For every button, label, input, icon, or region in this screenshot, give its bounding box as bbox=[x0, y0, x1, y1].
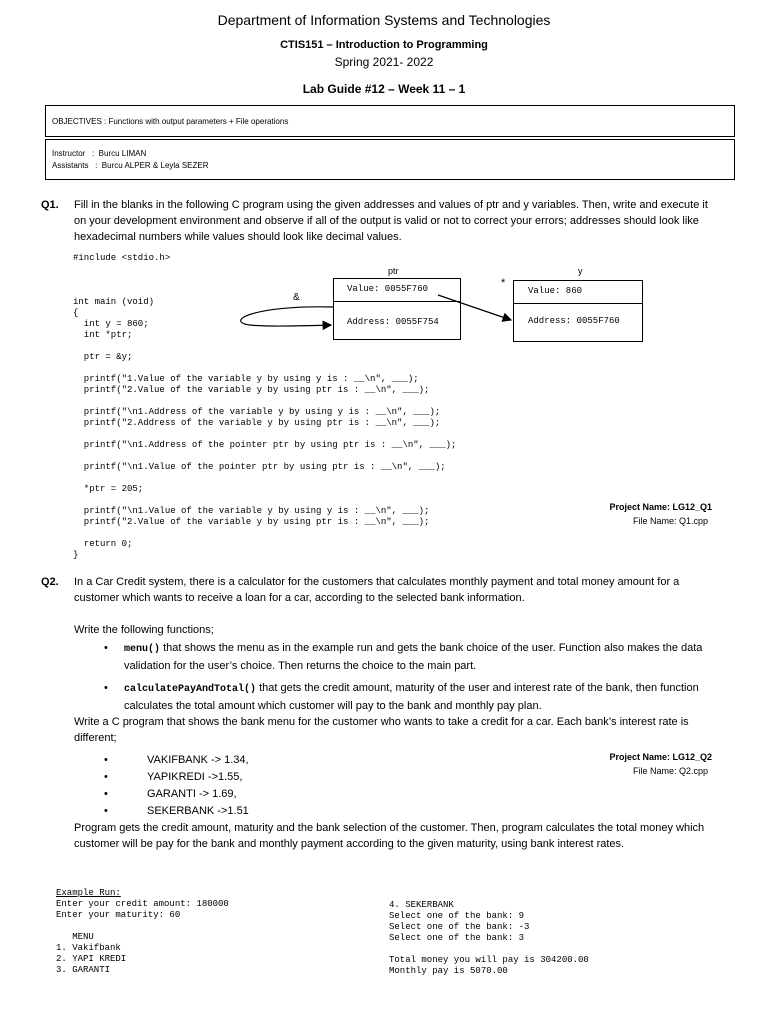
example-line: MENU bbox=[56, 932, 94, 942]
code-line: printf("\n1.Value of the pointer ptr by using ptr is : __\n", ___); bbox=[73, 462, 446, 472]
example-line: Monthly pay is 5070.00 bbox=[389, 966, 508, 976]
star: * bbox=[501, 277, 506, 289]
y-address: Address: 0055F760 bbox=[528, 316, 620, 326]
example-line: 4. SEKERBANK bbox=[389, 900, 454, 910]
assistants-line: Assistants : Burcu ALPER & Leyla SEZER bbox=[52, 161, 209, 170]
example-line bbox=[56, 921, 229, 932]
objectives-text: OBJECTIVES : Functions with output parameters + File operations bbox=[52, 117, 289, 126]
code-line: printf("\n1.Value of the variable y by using y is : __\n", ___); bbox=[73, 506, 430, 516]
bank-item: GARANTI -> 1.69, bbox=[147, 788, 237, 800]
example-line: Enter your credit amount: 180000 bbox=[56, 899, 229, 909]
f2-text: that gets the credit amount, maturity of the user and interest rate of the bank, then function calculates the total amount which customer will pay to the bank and monthly pay plan. bbox=[124, 682, 699, 712]
code-line: int *ptr; bbox=[73, 330, 133, 340]
example-line: 3. GARANTI bbox=[56, 965, 111, 975]
f1-text: that shows the menu as in the example run and gets the bank choice of the user. Function also makes the data validation for the user’s choice. Then returns the choice to the main part. bbox=[124, 642, 703, 672]
bullet-2: • bbox=[104, 682, 108, 694]
code-line: ptr = &y; bbox=[73, 352, 133, 362]
bank-item: SEKERBANK ->1.51 bbox=[147, 805, 249, 817]
q1-label: Q1. bbox=[41, 199, 59, 211]
code-line: printf("\n1.Address of the pointer ptr by using ptr is : __\n", ___); bbox=[73, 440, 457, 450]
y-label: y bbox=[578, 266, 583, 276]
code-line: *ptr = 205; bbox=[73, 484, 144, 494]
ptr-value: Value: 0055F760 bbox=[347, 284, 429, 294]
example-line: Example Run: bbox=[56, 888, 121, 898]
example-line: Select one of the bank: 3 bbox=[389, 933, 525, 943]
q1-project-name: Project Name: LG12_Q1 bbox=[609, 502, 712, 512]
code-line: #include <stdio.h> bbox=[73, 253, 171, 263]
code-line: int y = 860; bbox=[73, 319, 149, 329]
bank-bullet: • bbox=[104, 788, 108, 800]
f1-name: menu() bbox=[124, 644, 161, 655]
f2-description bbox=[124, 680, 714, 714]
ampersand: & bbox=[293, 292, 300, 303]
code-line: return 0; bbox=[73, 539, 133, 549]
bank-bullet: • bbox=[104, 754, 108, 766]
code-line: int main (void) bbox=[73, 297, 155, 307]
ptr-address: Address: 0055F754 bbox=[347, 317, 439, 327]
example-line: Enter your maturity: 60 bbox=[56, 910, 181, 920]
code-line: printf("\n1.Address of the variable y by using y is : __\n", ___); bbox=[73, 407, 441, 417]
code-line: printf("2.Value of the variable y by using ptr is : __\n", ___); bbox=[73, 517, 430, 527]
term: Spring 2021- 2022 bbox=[334, 55, 434, 69]
example-run-left bbox=[56, 888, 229, 976]
q1-text: Fill in the blanks in the following C program using the given addresses and values of ptr and y variables. Then, write and execute it on your development environment and observe if all of the output is valid or not to correct your errors; addresses should look like hexadecimal numbers while values should look like decimal values. bbox=[74, 199, 708, 243]
q2-write: Write the following functions; bbox=[74, 624, 214, 636]
bank-item: YAPIKREDI ->1.55, bbox=[147, 771, 243, 783]
example-line: 1. Vakifbank bbox=[56, 943, 121, 953]
example-run-right bbox=[389, 900, 589, 977]
code-line: printf("1.Value of the variable y by using y is : __\n", ___); bbox=[73, 374, 419, 384]
bank-item: VAKIFBANK -> 1.34, bbox=[147, 754, 249, 766]
points-to-arrow bbox=[438, 295, 511, 320]
q2-label: Q2. bbox=[41, 576, 59, 588]
example-line: 2. YAPI KREDI bbox=[56, 954, 127, 964]
bullet-1: • bbox=[104, 642, 108, 654]
example-line: Select one of the bank: -3 bbox=[389, 922, 530, 932]
f2-name: calculatePayAndTotal() bbox=[124, 684, 257, 695]
code-line: } bbox=[73, 550, 79, 560]
code-line: printf("2.Address of the variable y by using ptr is : __\n", ___); bbox=[73, 418, 441, 428]
instructor-line: Instructor : Burcu LIMAN bbox=[52, 149, 147, 158]
address-of-arrow bbox=[241, 307, 333, 326]
department-title: Department of Information Systems and Technologies bbox=[217, 12, 551, 28]
q2-file-name: File Name: Q2.cpp bbox=[632, 766, 708, 776]
bank-bullet: • bbox=[104, 771, 108, 783]
example-line: Total money you will pay is 304200.00 bbox=[389, 955, 589, 965]
y-value: Value: 860 bbox=[528, 286, 583, 296]
lab-title: Lab Guide #12 – Week 11 – 1 bbox=[302, 82, 466, 96]
course-title: CTIS151 – Introduction to Programming bbox=[280, 39, 488, 51]
f1-description bbox=[124, 640, 714, 674]
q1-file-name: File Name: Q1.cpp bbox=[632, 516, 708, 526]
example-line: Select one of the bank: 9 bbox=[389, 911, 525, 921]
example-line bbox=[389, 944, 589, 955]
q2-intro: In a Car Credit system, there is a calculator for the customers that calculates monthly payment and total money amount for a customer which wants to receive a loan for a car, according to the selected bank information. bbox=[74, 576, 680, 604]
q2-gets: Program gets the credit amount, maturity and the bank selection of the customer. Then, program calculates the total money which customer will be pay for the bank and monthly payment according to the given maturity, using bank interest rates. bbox=[74, 822, 705, 850]
code-line: { bbox=[73, 308, 79, 318]
ptr-label: ptr bbox=[388, 266, 399, 276]
bank-bullet: • bbox=[104, 805, 108, 817]
q2-program: Write a C program that shows the bank menu for the customer who wants to take a credit for a car. Each bank’s interest rate is different; bbox=[74, 716, 689, 744]
q2-project-name: Project Name: LG12_Q2 bbox=[609, 752, 712, 762]
code-line: printf("2.Value of the variable y by using ptr is : __\n", ___); bbox=[73, 385, 430, 395]
